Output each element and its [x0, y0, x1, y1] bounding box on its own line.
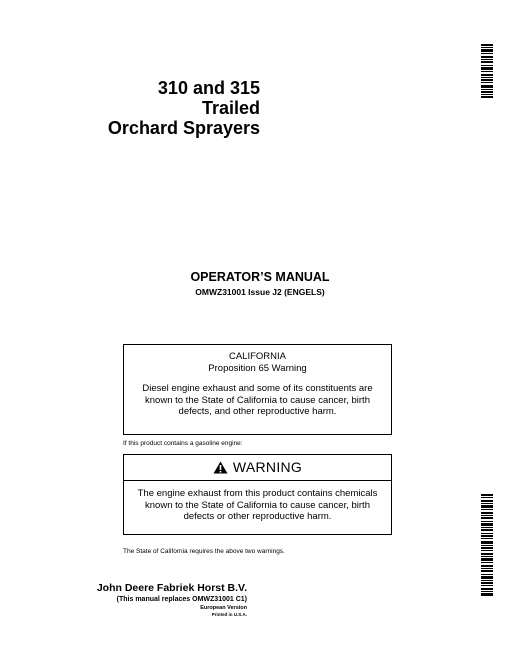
- document-title: [108, 78, 260, 138]
- barcode-top: [481, 44, 495, 98]
- title-line-1: 310 and 315: [157, 78, 260, 98]
- warning-header: [124, 458, 391, 475]
- manual-heading: [0, 270, 510, 297]
- replaces-note: (This manual replaces OMWZ31001 C1): [116, 596, 247, 603]
- prop65-body: Diesel engine exhaust and some of its constituents are known to the State of California to cause cancer, birth defects, and other reproductive harm.: [142, 383, 373, 417]
- printed-note: Printed in U.S.A.: [211, 612, 247, 617]
- version-note: European Version: [200, 605, 247, 611]
- gasoline-note: If this product contains a gasoline engine:: [123, 440, 243, 447]
- prop65-title: Proposition 65 Warning: [208, 362, 307, 374]
- manual-subtitle: OMWZ31001 Issue J2 (ENGELS): [195, 287, 325, 297]
- company-name: John Deere Fabriek Horst B.V.: [96, 582, 247, 594]
- title-line-3: Orchard Sprayers: [107, 118, 260, 138]
- warning-triangle-icon: [213, 461, 228, 474]
- warning-label: WARNING: [232, 458, 303, 475]
- title-line-2: Trailed: [201, 98, 260, 118]
- state-note: The State of California requires the above two warnings.: [123, 548, 285, 555]
- warning-body: The engine exhaust from this product contains chemicals known to the State of California to cause cancer, birth defects or other reproductive harm.: [137, 488, 378, 522]
- prop65-box: [123, 344, 392, 435]
- warning-box: [123, 454, 392, 535]
- prop65-state: CALIFORNIA: [228, 351, 286, 362]
- barcode-bottom: [481, 494, 495, 596]
- manual-title: OPERATOR’S MANUAL: [190, 270, 330, 284]
